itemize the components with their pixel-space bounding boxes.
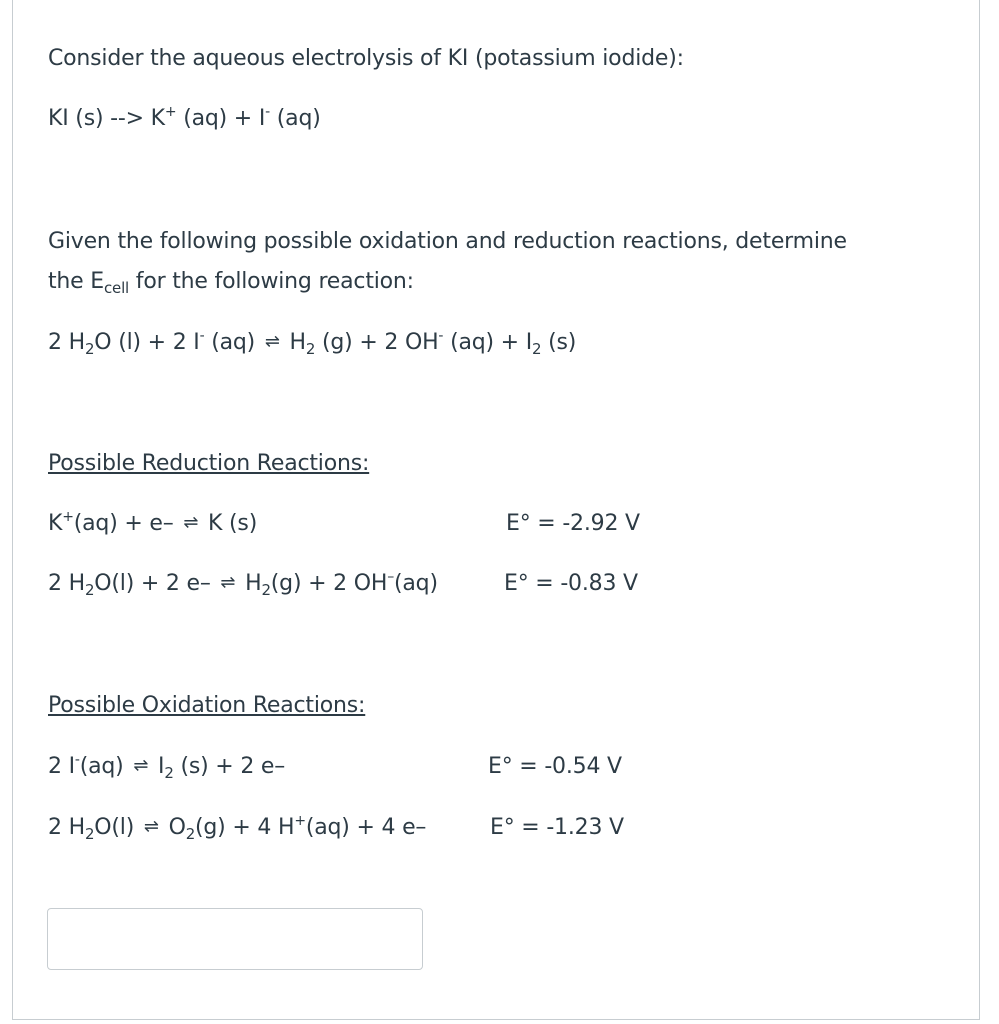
subscript: 2 — [164, 764, 174, 782]
eq-part: (g) + 2 OH — [315, 330, 439, 355]
dissociation-equation — [48, 104, 321, 134]
subscript: 2 — [261, 581, 271, 599]
oxidation-potential-1 — [488, 752, 622, 782]
equilibrium-arrow-icon: ⇌ — [264, 331, 280, 352]
charge: - — [265, 104, 270, 120]
eq-part: H — [245, 571, 262, 596]
charge: + — [62, 509, 74, 525]
eq-part: (g) + 2 OH — [270, 571, 388, 596]
eq-part: (aq) + 4 e– — [305, 815, 427, 840]
eq-part: (aq) + I — [443, 330, 532, 355]
reduction-reaction-2 — [48, 569, 438, 600]
reduction-potential-2 — [504, 569, 638, 599]
oxidation-potential-2 — [490, 813, 624, 843]
potential-value: E° = -0.54 V — [488, 754, 622, 779]
question-part: for the following reaction: — [129, 269, 414, 294]
heading-text: Possible Oxidation Reactions: — [48, 693, 366, 718]
charge: – — [387, 569, 395, 585]
charge: + — [164, 104, 177, 120]
question-part: the E — [48, 269, 104, 294]
potential-value: E° = -1.23 V — [490, 815, 624, 840]
intro-text — [48, 44, 684, 74]
reduction-heading — [48, 449, 369, 479]
subscript: 2 — [84, 340, 95, 358]
equilibrium-arrow-icon: ⇌ — [133, 755, 149, 776]
oxidation-reaction-1 — [48, 752, 285, 783]
question-text-line2 — [48, 267, 414, 297]
eq-part: 2 H — [48, 571, 85, 596]
intro-line: Consider the aqueous electrolysis of KI (potassium iodide): — [48, 46, 684, 71]
equilibrium-arrow-icon: ⇌ — [143, 816, 159, 837]
eq-part: K (s) — [208, 511, 258, 536]
eq-part: O(l) — [94, 815, 135, 840]
question-text-line1 — [48, 227, 847, 257]
eq-part: 2 I — [48, 754, 75, 779]
reduction-reaction-1 — [48, 509, 257, 540]
eq-part: I — [158, 754, 165, 779]
equilibrium-arrow-icon: ⇌ — [220, 572, 236, 593]
charge: - — [199, 328, 205, 344]
eq-part: 2 H — [48, 330, 85, 355]
eq-part: O — [168, 815, 186, 840]
subscript: 2 — [84, 581, 95, 599]
eq-part: (g) + 4 H — [195, 815, 295, 840]
answer-input[interactable] — [47, 908, 423, 970]
eq-part: KI (s) --> K — [48, 106, 165, 131]
heading-text: Possible Reduction Reactions: — [48, 451, 370, 476]
question-line: Given the following possible oxidation and reduction reactions, determine — [48, 229, 847, 254]
equilibrium-arrow-icon: ⇌ — [183, 512, 199, 533]
eq-part: H — [289, 330, 306, 355]
eq-part: (aq) — [79, 754, 124, 779]
subscript: 2 — [532, 340, 542, 358]
potential-value: E° = -0.83 V — [504, 571, 638, 596]
eq-part: O(l) + 2 e– — [94, 571, 211, 596]
potential-value: E° = -2.92 V — [506, 511, 640, 536]
oxidation-heading — [48, 691, 365, 721]
eq-part: (aq) — [394, 571, 438, 596]
eq-part: O (l) + 2 I — [94, 330, 200, 355]
subscript: 2 — [305, 340, 316, 358]
eq-part: (aq) + I — [176, 106, 266, 131]
subscript: 2 — [185, 825, 196, 843]
eq-part: K — [48, 511, 63, 536]
eq-part: 2 H — [48, 815, 85, 840]
eq-part: (aq) — [204, 330, 256, 355]
eq-part: (s) — [541, 330, 577, 355]
eq-part: (aq) + e– — [73, 511, 174, 536]
subscript: 2 — [84, 825, 95, 843]
oxidation-reaction-2 — [48, 813, 426, 844]
target-reaction — [48, 328, 576, 359]
charge: + — [294, 813, 306, 829]
charge: - — [438, 328, 444, 344]
eq-part: (s) + 2 e– — [173, 754, 286, 779]
reduction-potential-1 — [506, 509, 640, 539]
subscript: cell — [104, 279, 130, 297]
eq-part: (aq) — [269, 106, 321, 131]
charge: - — [74, 752, 80, 768]
